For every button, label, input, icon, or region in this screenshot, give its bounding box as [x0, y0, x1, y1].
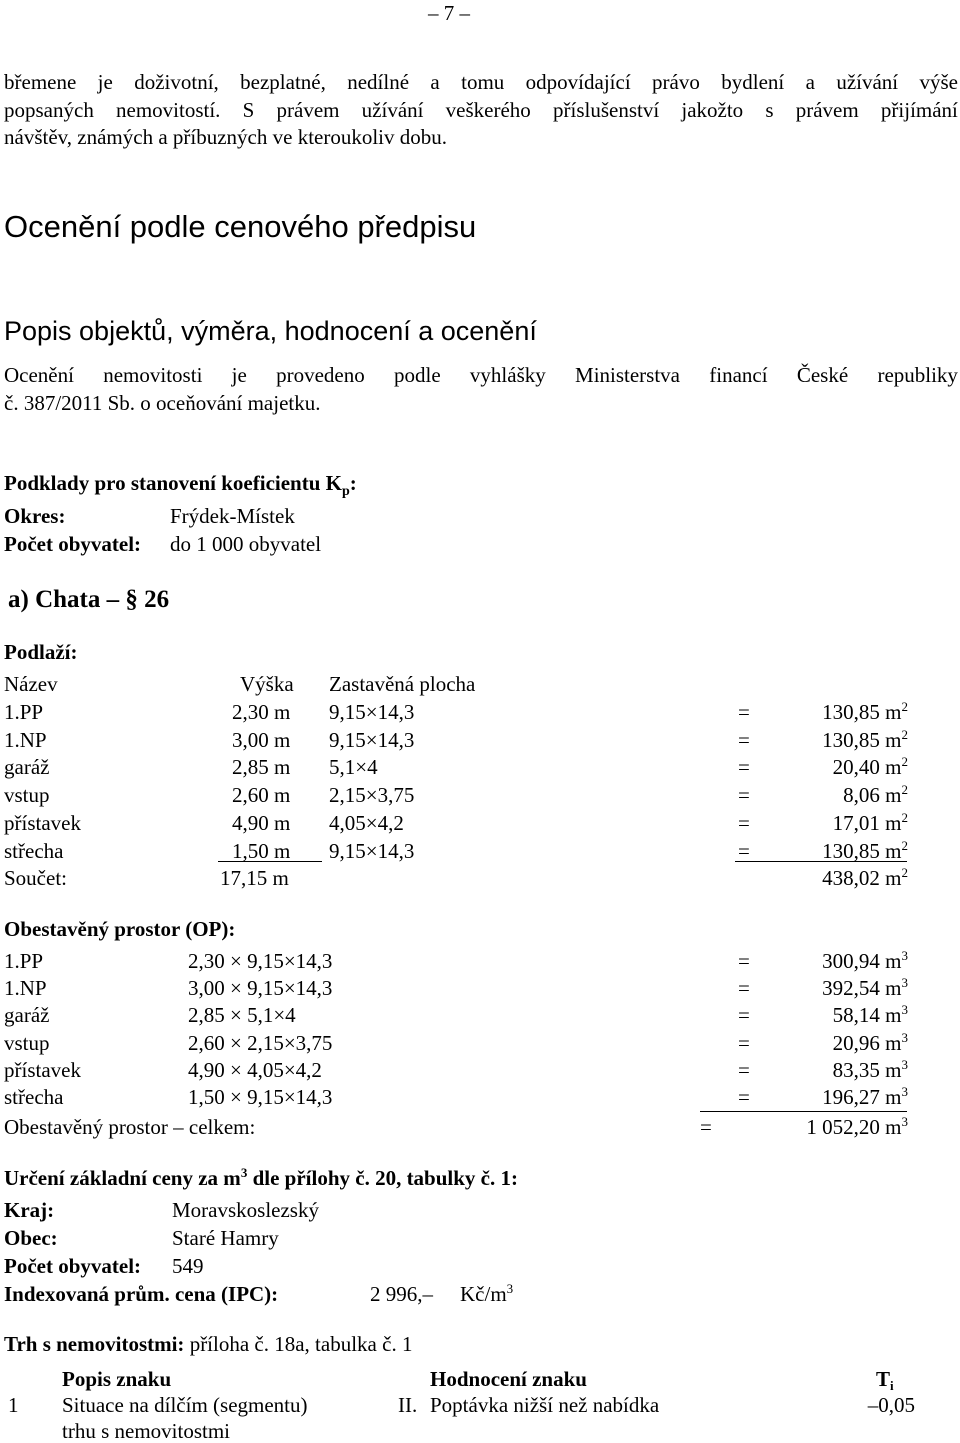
op-formula: 3,00 × 9,15×14,3	[188, 976, 333, 1001]
floor-area-result	[822, 699, 908, 724]
floor-name: garáž	[4, 755, 50, 780]
unit-exponent: 3	[901, 948, 908, 963]
obec-value: Staré Hamry	[172, 1226, 279, 1250]
okres-label: Okres:	[4, 504, 66, 528]
floor-height: 2,85 m	[232, 755, 291, 780]
word: a	[430, 70, 440, 94]
op-formula: 4,90 × 4,05×4,2	[188, 1057, 322, 1082]
word: užívání	[361, 98, 424, 122]
floor-area-formula: 4,05×4,2	[329, 810, 404, 835]
floor-area-value: 130,85 m	[822, 727, 902, 752]
op-name: vstup	[4, 1030, 50, 1055]
word: České	[796, 363, 849, 387]
op-name: garáž	[4, 1003, 50, 1028]
word: právo	[652, 70, 700, 94]
valuation-line-1	[4, 365, 958, 386]
word: a	[805, 70, 815, 94]
sum-area: 438,02 $m^2$	[822, 865, 908, 890]
op-equals: =	[738, 976, 750, 1001]
floor-area-formula: 9,15×14,3	[329, 700, 415, 724]
valuation-line-2: č. 387/2011 Sb. o oceňování majetku.	[4, 391, 321, 415]
word: výše	[919, 70, 958, 94]
op-volume-value: 196,27 m	[822, 1085, 902, 1109]
floor-area-value: 17,01 m	[832, 810, 902, 835]
op-result	[832, 1002, 908, 1028]
floor-area-formula: 5,1×4	[329, 755, 378, 780]
floor-name: 1.NP	[4, 727, 47, 752]
word: podle	[394, 363, 441, 387]
floor-height: 4,90 m	[232, 810, 291, 835]
kraj-label: Kraj:	[4, 1198, 55, 1222]
intro-line-2	[4, 100, 958, 121]
okres-value: Frýdek-Místek	[170, 504, 295, 528]
op-title: Obestavěný prostor (OP):	[4, 917, 236, 941]
op-total-value: 1 052,20 $m^3$	[806, 1114, 908, 1139]
market-col-eval: Hodnocení znaku	[430, 1367, 587, 1391]
op-volume-value: 300,94 m	[822, 949, 902, 973]
sum-label: Součet:	[4, 866, 67, 890]
op-name: 1.PP	[4, 949, 44, 973]
op-name: střecha	[4, 1085, 64, 1109]
floor-area-result	[843, 782, 908, 808]
op-formula: 1,50 × 9,15×14,3	[188, 1085, 333, 1109]
word: tomu	[461, 70, 505, 94]
word: republiky	[877, 363, 958, 387]
area-sum-rule	[735, 861, 907, 862]
unit-exponent: 2	[901, 699, 908, 714]
market-row-eval: Poptávka nižší než nabídka	[430, 1393, 660, 1417]
floor-equals: =	[738, 838, 750, 863]
unit-exponent: 2	[901, 837, 908, 853]
op-equals: =	[738, 949, 750, 973]
floor-area-result	[832, 809, 908, 835]
market-row-grade: II.	[398, 1393, 418, 1417]
op-name: přístavek	[4, 1057, 81, 1082]
obec-label: Obec:	[4, 1226, 58, 1250]
kraj-value: Moravskoslezský	[172, 1198, 319, 1222]
floor-area-result	[832, 754, 908, 780]
main-heading: Ocenění podle cenového předpisu	[4, 209, 477, 244]
unit-exponent: 2	[901, 782, 908, 798]
floor-area-value: 130,85 m	[822, 700, 902, 724]
word: příslušenství	[553, 98, 660, 122]
unit-exponent: 2	[901, 754, 908, 770]
op-formula: 2,85 × 5,1×4	[188, 1003, 296, 1028]
op-result	[822, 975, 908, 1001]
col-height-header: Výška	[240, 672, 294, 696]
unit-exponent: 3	[901, 1029, 908, 1045]
page-number: – 7 –	[428, 1, 470, 25]
floor-area-result	[822, 726, 908, 752]
kp-population-label: Počet obyvatel:	[4, 532, 142, 556]
op-result	[822, 948, 908, 973]
base-population-label: Počet obyvatel:	[4, 1254, 142, 1278]
op-equals: =	[738, 1085, 750, 1109]
market-title: Trh s nemovitostmi: příloha č. 18a, tabulka č. 1	[4, 1332, 413, 1356]
op-volume-value: 20,96 m	[832, 1030, 902, 1055]
floor-area-value: 8,06 m	[843, 783, 902, 808]
unit-exponent: 2	[901, 726, 908, 742]
floor-height: 2,60 m	[232, 783, 291, 808]
col-name-header: Název	[4, 672, 58, 696]
floor-area-formula: 9,15×14,3	[329, 727, 415, 752]
word: bezplatné,	[240, 70, 326, 94]
market-row-desc-2: trhu s nemovitostmi	[62, 1419, 230, 1443]
word: nemovitosti	[103, 363, 203, 387]
market-row-value: –0,05	[867, 1393, 915, 1417]
floor-area-result	[822, 837, 908, 863]
word: vyhlášky	[469, 363, 546, 387]
unit-exponent: 3	[901, 1002, 908, 1018]
market-row-desc-1: Situace na dílčím (segmentu)	[62, 1393, 308, 1417]
op-name: 1.NP	[4, 976, 47, 1001]
floor-height: 2,30 m	[232, 700, 291, 724]
op-equals: =	[738, 1003, 750, 1028]
op-formula: 2,60 × 2,15×3,75	[188, 1030, 333, 1055]
height-sum-rule	[218, 861, 322, 862]
floor-name: přístavek	[4, 810, 81, 835]
unit-exponent: 3	[901, 1084, 908, 1099]
op-volume-value: 83,35 m	[832, 1057, 902, 1082]
floor-height: 1,50 m	[232, 838, 291, 863]
floor-name: 1.PP	[4, 700, 44, 724]
word: popsaných	[4, 98, 94, 122]
word: S	[242, 98, 255, 122]
word: právem	[795, 98, 859, 122]
floor-equals: =	[738, 755, 750, 780]
section-a-heading: a) Chata – § 26	[8, 586, 170, 613]
word: odpovídající	[525, 70, 631, 94]
market-col-t: $T_i$	[876, 1367, 894, 1393]
word: jakožto	[681, 98, 744, 122]
floor-equals: =	[738, 727, 750, 752]
market-col-desc: Popis znaku	[62, 1367, 172, 1391]
word: břemene	[4, 70, 77, 94]
intro-line-1	[4, 72, 958, 93]
floor-equals: =	[738, 783, 750, 808]
word: Ministerstva	[575, 363, 681, 387]
floor-equals: =	[738, 810, 750, 835]
base-population-value: 549	[172, 1254, 204, 1278]
sub-heading: Popis objektů, výměra, hodnocení a ocenění	[4, 316, 537, 346]
op-result	[822, 1084, 908, 1109]
kp-population-value: do 1 000 obyvatel	[170, 532, 322, 556]
ipc-value: 2 996,–	[370, 1282, 433, 1306]
word: užívání	[836, 70, 899, 94]
word: nedílné	[347, 70, 410, 94]
word: právem	[276, 98, 340, 122]
word: je	[231, 363, 247, 387]
op-formula: 2,30 × 9,15×14,3	[188, 949, 333, 973]
floor-area-formula: 2,15×3,75	[329, 783, 415, 808]
unit-exponent: 3	[901, 1056, 908, 1072]
word: doživotní,	[134, 70, 219, 94]
word: bydlení	[721, 70, 785, 94]
base-price-title: Určení základní ceny za $m^3$ dle přílohy č. 20, tabulky č. 1:	[4, 1165, 518, 1190]
op-result	[832, 1029, 908, 1055]
word: veškerého	[445, 98, 531, 122]
floor-area-value: 20,40 m	[832, 755, 902, 780]
word: financí	[709, 363, 768, 387]
word: s	[765, 98, 774, 122]
op-total-equals: =	[700, 1115, 712, 1139]
op-volume-value: 58,14 m	[832, 1003, 902, 1028]
op-volume-value: 392,54 m	[822, 976, 902, 1001]
word: Ocenění	[4, 363, 74, 387]
op-equals: =	[738, 1057, 750, 1082]
col-area-header: Zastavěná plocha	[329, 672, 476, 696]
sum-height: 17,15 m	[220, 866, 289, 890]
ipc-unit: $Kč/m^3$	[460, 1281, 514, 1306]
unit-exponent: 2	[901, 809, 908, 825]
floor-equals: =	[738, 700, 750, 724]
floor-area-formula: 9,15×14,3	[329, 838, 415, 863]
floor-name: střecha	[4, 838, 64, 863]
floor-area-value: 130,85 m	[822, 838, 902, 863]
op-total-rule	[700, 1111, 907, 1112]
word: přijímání	[880, 98, 958, 122]
kp-title: Podklady pro stanovení koeficientu $K_p$:	[4, 471, 357, 499]
word: nemovitostí.	[116, 98, 221, 122]
market-row-num: 1	[8, 1393, 19, 1417]
op-total-label: Obestavěný prostor – celkem:	[4, 1115, 256, 1139]
op-equals: =	[738, 1030, 750, 1055]
floors-title: Podlaží:	[4, 640, 78, 664]
op-result	[832, 1056, 908, 1082]
floor-name: vstup	[4, 783, 50, 808]
ipc-label: Indexovaná prům. cena (IPC):	[4, 1282, 279, 1306]
intro-line-3: návštěv, známých a příbuzných ve kteroukoliv dobu.	[4, 125, 448, 149]
word: je	[97, 70, 113, 94]
word: provedeno	[276, 363, 365, 387]
floor-height: 3,00 m	[232, 727, 291, 752]
unit-exponent: 3	[901, 975, 908, 991]
